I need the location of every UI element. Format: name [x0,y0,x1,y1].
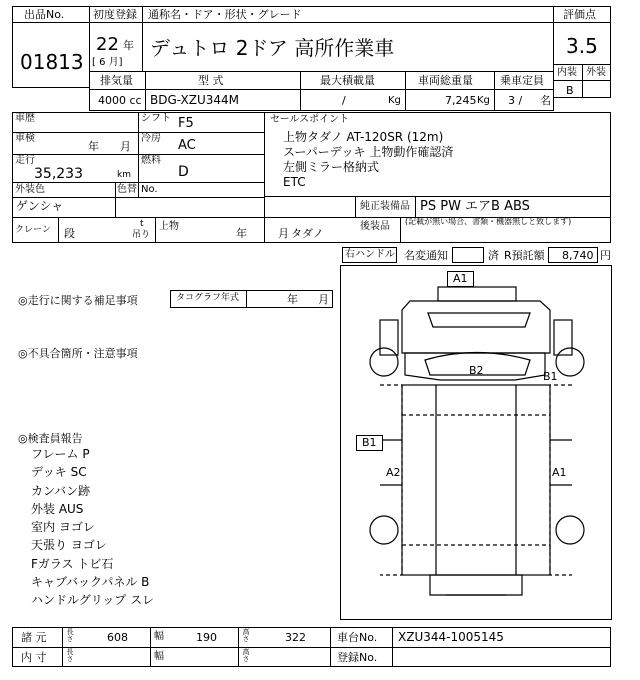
inspector-label: ◎検査員報告 [18,432,83,445]
inner-dims-label: 内 寸 [21,651,47,664]
driving-notes-label: ◎走行に関する補足事項 [18,294,138,307]
inspection-label: 車検 [15,133,35,144]
chassis-no: XZU344-1005145 [398,630,504,644]
sales-point-line: 左側ミラー格納式 [283,160,380,174]
inspector-line: Fガラス トビ石 [31,557,114,571]
upper-maker: タダノ [291,227,324,240]
color-no-unit: No. [141,184,158,195]
name-change-label: 名変通知 [404,249,448,262]
sales-points-label: セールスポイント [270,114,350,125]
inspection-month-unit: 月 [120,140,131,153]
capacity-label: 乗車定員 [500,74,544,87]
gross-weight-unit: Kg [477,95,490,106]
tacho-year-unit: 年 [287,293,298,306]
damage-mark: A1 [447,271,474,287]
reg-no-label: 登録No. [337,651,378,664]
shift-label: シフト [141,113,171,124]
model: BDG-XZU344M [150,93,239,107]
chassis-label: 車台No. [337,631,378,644]
inspection-year-unit: 年 [88,140,99,153]
inspector-line: 天張り ヨゴレ [31,538,107,552]
history-label: 車歴 [15,113,35,124]
max-load-label: 最大積載量 [320,74,375,87]
inspector-line: 室内 ヨゴレ [31,520,95,534]
sales-point-line: 上物タダノ AT-120SR (12m) [283,130,444,144]
recycle-unit: 円 [600,249,611,262]
tachograph-label: タコグラフ年式 [176,293,240,303]
inspector-line: ハンドルグリップ スレ [31,593,155,607]
upper-label: 上物 [159,221,179,232]
gross-weight: 7,245 [445,94,477,107]
interior-grade: B [566,84,574,97]
aftermarket-label: 後装品 [360,221,390,232]
equipment-value: PS PW エアB ABS [420,199,530,214]
max-load: / [342,94,346,107]
max-load-unit: Kg [388,95,401,106]
model-label: 型 式 [198,74,224,87]
fuel-label: 燃料 [141,155,161,166]
inspector-line: キャブバックパネル B [31,575,150,589]
recycle-label: R預託額 [504,249,545,262]
displacement: 4000 cc [98,94,142,107]
right-hand-label: 右ハンドル [345,249,395,260]
fuel: D [178,164,189,180]
mileage-unit: km [117,170,131,180]
sales-point-line: ETC [283,175,306,189]
inspector-line: フレーム P [31,447,90,461]
ac: AC [178,138,196,153]
recycle-amount: 8,740 [562,249,594,262]
capacity: 3 / [508,94,523,107]
name-label: 通称名・ドア・形状・グレード [148,8,302,21]
exterior-color-label: 外装色 [15,184,45,195]
upper-month-unit: 月 [278,227,289,240]
first-reg-label: 初度登録 [93,8,137,21]
vehicle-name: デュトロ 2ドア 高所作業車 [150,36,395,60]
displacement-label: 排気量 [100,74,133,87]
damage-mark: B1 [356,435,383,451]
name-change-box [452,247,484,263]
dims-label: 諸 元 [21,631,47,644]
damage-mark: B1 [543,370,558,383]
lot-label: 出品No. [24,8,65,21]
inner-length-label: 長さ [66,648,74,662]
tacho-month-unit: 月 [318,293,329,306]
inner-height-label: 高さ [242,648,250,662]
defects-label: ◎不具合箇所・注意事項 [18,347,138,360]
grade-label: 評価点 [563,8,596,21]
first-reg-month: [ 6 月] [92,57,123,68]
damage-mark: A1 [552,466,567,479]
sales-point-line: スーパーデッキ 上物動作確認済 [283,145,454,159]
shift: F5 [178,116,194,131]
mileage-label: 走行 [15,155,35,166]
width-label: 幅 [154,631,164,642]
recycle-prefix: 済 [488,249,499,262]
equipment-label: 純正装備品 [360,201,410,212]
lot-number: 01813 [20,50,84,74]
first-reg-year-unit: 年 [123,39,134,52]
inner-width-label: 幅 [154,651,164,662]
color-no-label: 色替 [117,184,137,195]
first-reg-year: 22 [96,34,119,55]
height: 322 [285,631,306,644]
crane-suspend-unit: 吊り [132,230,151,240]
gross-weight-label: 車両総重量 [418,74,473,87]
crane-ton-unit: t [140,219,144,229]
exterior-color: ゲンシャ [16,199,64,213]
inspector-line: デッキ SC [31,465,87,479]
upper-year-unit: 年 [236,227,247,240]
crane-stage-unit: 段 [64,227,75,240]
exterior-label: 外装 [586,67,606,78]
crane-label: クレーン [15,225,51,235]
damage-mark: B2 [469,364,484,377]
length: 608 [107,631,128,644]
interior-label: 内装 [557,67,577,78]
aftermarket-note: (記載が無い場合、書類・機器無しと致します) [405,217,572,226]
width: 190 [196,631,217,644]
damage-mark: A2 [386,466,401,479]
ac-label: 冷房 [141,133,161,144]
inspector-line: 外装 AUS [31,502,84,516]
length-label: 長さ [66,628,74,642]
inspector-line: カンバン跡 [31,484,91,498]
capacity-unit: 名 [540,94,551,107]
grade-value: 3.5 [566,34,598,58]
height-label: 高さ [242,628,250,642]
mileage: 35,233 [34,166,83,182]
